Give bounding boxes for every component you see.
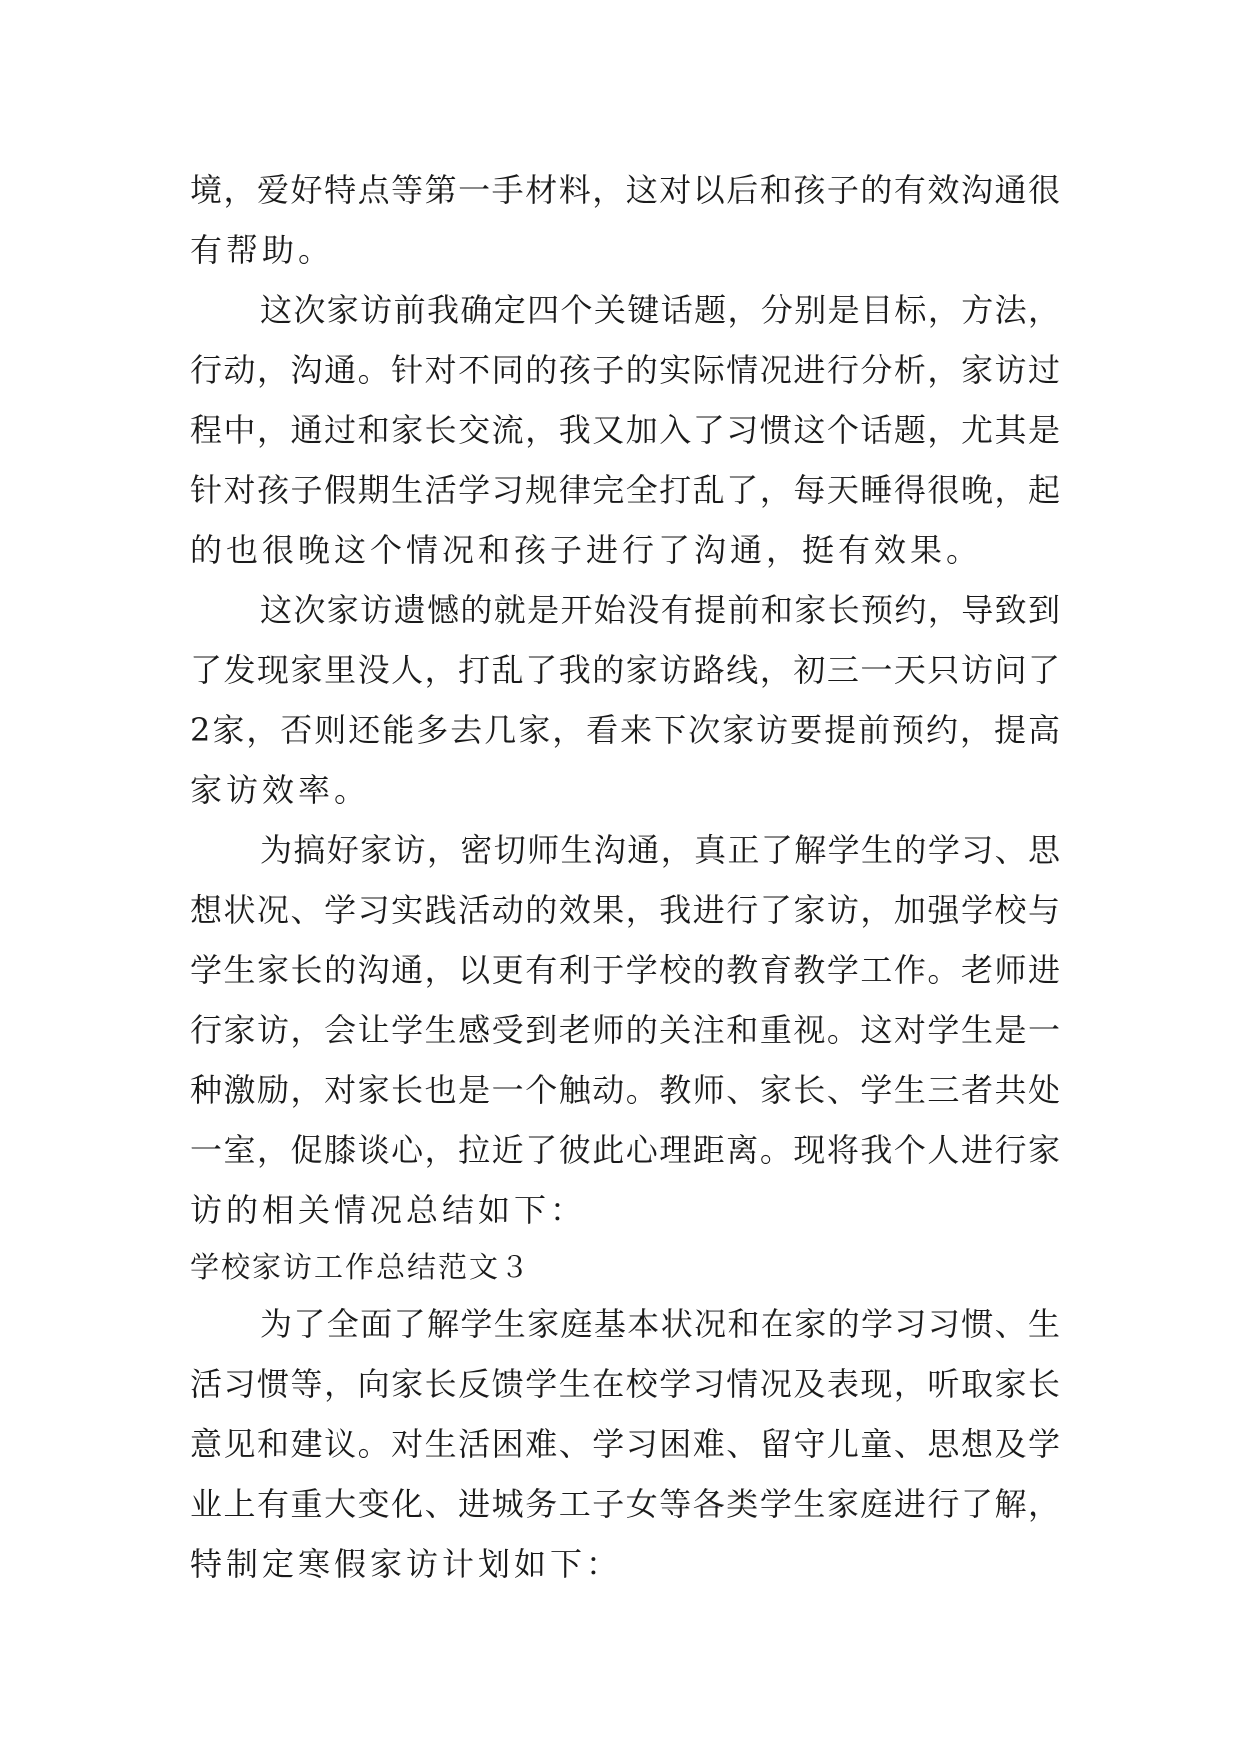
- text-line: 2家，否则还能多去几家，看来下次家访要提前预约，提高: [190, 711, 1060, 749]
- text-line: 意见和建议。对生活困难、学习困难、留守儿童、思想及学: [190, 1425, 1060, 1463]
- text-line: 家访效率。: [190, 771, 371, 809]
- text-line: 程中，通过和家长交流，我又加入了习惯这个话题，尤其是: [190, 411, 1060, 449]
- text-line: 业上有重大变化、进城务工子女等各类学生家庭进行了解，: [190, 1485, 1060, 1523]
- text-line: 的也很晚这个情况和孩子进行了沟通，挺有效果。: [190, 531, 983, 569]
- text-line: 活习惯等，向家长反馈学生在校学习情况及表现，听取家长: [190, 1365, 1060, 1403]
- paragraph-first-line: 为了全面了解学生家庭基本状况和在家的学习习惯、生: [260, 1305, 1060, 1343]
- paragraph-first-line: 为搞好家访，密切师生沟通，真正了解学生的学习、思: [260, 831, 1060, 869]
- text-line: 访的相关情况总结如下：: [190, 1191, 587, 1229]
- text-line: 了发现家里没人，打乱了我的家访路线，初三一天只访问了: [190, 651, 1060, 689]
- text-line: 特制定寒假家访计划如下：: [190, 1545, 623, 1583]
- text-line: 学生家长的沟通，以更有利于学校的教育教学工作。老师进: [190, 951, 1060, 989]
- text-line: 针对孩子假期生活学习规律完全打乱了，每天睡得很晚，起: [190, 471, 1060, 509]
- section-heading: 学校家访工作总结范文３: [190, 1250, 532, 1284]
- text-line: 行动，沟通。针对不同的孩子的实际情况进行分析，家访过: [190, 351, 1060, 389]
- document-body: [190, 160, 1060, 1594]
- text-line: 一室，促膝谈心，拉近了彼此心理距离。现将我个人进行家: [190, 1131, 1060, 1169]
- text-line: 境，爱好特点等第一手材料，这对以后和孩子的有效沟通很: [190, 171, 1060, 209]
- text-line: 行家访，会让学生感受到老师的关注和重视。这对学生是一: [190, 1011, 1060, 1049]
- text-line: 有帮助。: [190, 231, 335, 269]
- paragraph-first-line: 这次家访前我确定四个关键话题，分别是目标，方法，: [260, 291, 1060, 329]
- text-line: 想状况、学习实践活动的效果，我进行了家访，加强学校与: [190, 891, 1060, 929]
- text-line: 种激励，对家长也是一个触动。教师、家长、学生三者共处: [190, 1071, 1060, 1109]
- paragraph-first-line: 这次家访遗憾的就是开始没有提前和家长预约，导致到: [260, 591, 1060, 629]
